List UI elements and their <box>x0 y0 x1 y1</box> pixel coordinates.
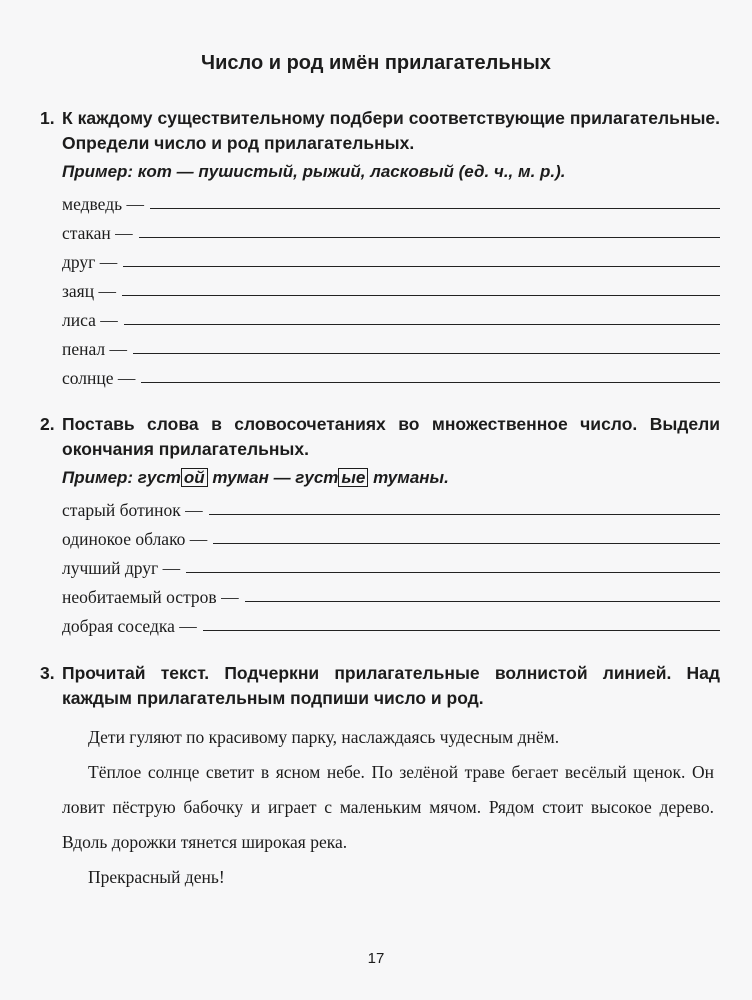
example-suffix: туманы. <box>368 468 449 487</box>
task-1-example: Пример: кот — пушистый, рыжий, ласковый (ед. ч., м. р.). <box>62 162 566 181</box>
example-prefix: Пример: густ <box>62 468 181 487</box>
answer-line[interactable] <box>133 353 720 354</box>
fill-row <box>62 492 720 521</box>
fill-label: лиса — <box>62 310 118 330</box>
task-1-fill-list <box>62 186 720 389</box>
answer-line[interactable] <box>141 382 720 383</box>
fill-row <box>62 302 720 331</box>
fill-label: друг — <box>62 252 118 272</box>
fill-row <box>62 186 720 215</box>
answer-line[interactable] <box>245 601 720 602</box>
reading-paragraph: Дети гуляют по красивому парку, наслаждаясь чудесным днём. <box>88 727 560 747</box>
fill-label: заяц — <box>62 281 116 301</box>
task-3-number: 3. <box>40 663 55 683</box>
task-2-example <box>62 465 720 490</box>
page-title: Число и род имён прилагательных <box>201 52 551 74</box>
task-1-instruction: К каждому существительному подбери соответствующие прилагательные. Определи число и род прилагательных. <box>62 108 720 153</box>
task-3-instruction: Прочитай текст. Подчеркни прилагательные волнистой линией. Над каждым прилагательным подпиши число и род. <box>62 663 720 708</box>
fill-row <box>62 244 720 273</box>
fill-label: старый ботинок — <box>62 500 203 520</box>
fill-row <box>62 550 720 579</box>
answer-line[interactable] <box>122 295 720 296</box>
fill-row <box>62 521 720 550</box>
reading-paragraph: Прекрасный день! <box>88 867 225 887</box>
task-3-heading <box>40 661 720 711</box>
task-1 <box>40 106 720 389</box>
fill-label: лучший друг — <box>62 558 181 578</box>
fill-label: необитаемый остров — <box>62 587 239 607</box>
fill-row <box>62 360 720 389</box>
answer-line[interactable] <box>139 237 720 238</box>
reading-paragraph: Тёплое солнце светит в ясном небе. По зелёной траве бегает весёлый щенок. Он ловит пёструю бабочку и играет с маленьким мячом. Рядом стоит высокое дерево. Вдоль дорожки тянется широкая река. <box>62 762 714 852</box>
ending-box: ые <box>338 468 368 487</box>
answer-line[interactable] <box>203 630 720 631</box>
fill-row <box>62 331 720 360</box>
answer-line[interactable] <box>123 266 720 267</box>
answer-line[interactable] <box>186 572 720 573</box>
answer-line[interactable] <box>213 543 720 544</box>
page-number: 17 <box>367 950 385 967</box>
answer-line[interactable] <box>124 324 720 325</box>
task-1-number: 1. <box>40 108 55 128</box>
fill-label: одинокое облако — <box>62 529 208 549</box>
fill-label: солнце — <box>62 368 136 388</box>
fill-row <box>62 608 720 637</box>
answer-line[interactable] <box>209 514 720 515</box>
fill-label: медведь — <box>62 194 144 214</box>
ending-box: ой <box>181 468 208 487</box>
fill-label: стакан — <box>62 223 133 243</box>
fill-row <box>62 579 720 608</box>
task-2-fill-list <box>62 492 720 637</box>
task-2-number: 2. <box>40 414 55 434</box>
reading-text <box>62 720 714 895</box>
fill-row <box>62 273 720 302</box>
task-3 <box>40 661 720 711</box>
answer-line[interactable] <box>150 208 720 209</box>
task-2 <box>40 412 720 637</box>
fill-label: добрая соседка — <box>62 616 197 636</box>
fill-label: пенал — <box>62 339 128 359</box>
example-middle: туман — густ <box>207 468 339 487</box>
task-1-heading <box>40 106 720 156</box>
task-2-heading <box>40 412 720 462</box>
task-2-instruction: Поставь слова в словосочетаниях во множественное число. Выдели окончания прилагательных. <box>62 414 720 459</box>
fill-row <box>62 215 720 244</box>
